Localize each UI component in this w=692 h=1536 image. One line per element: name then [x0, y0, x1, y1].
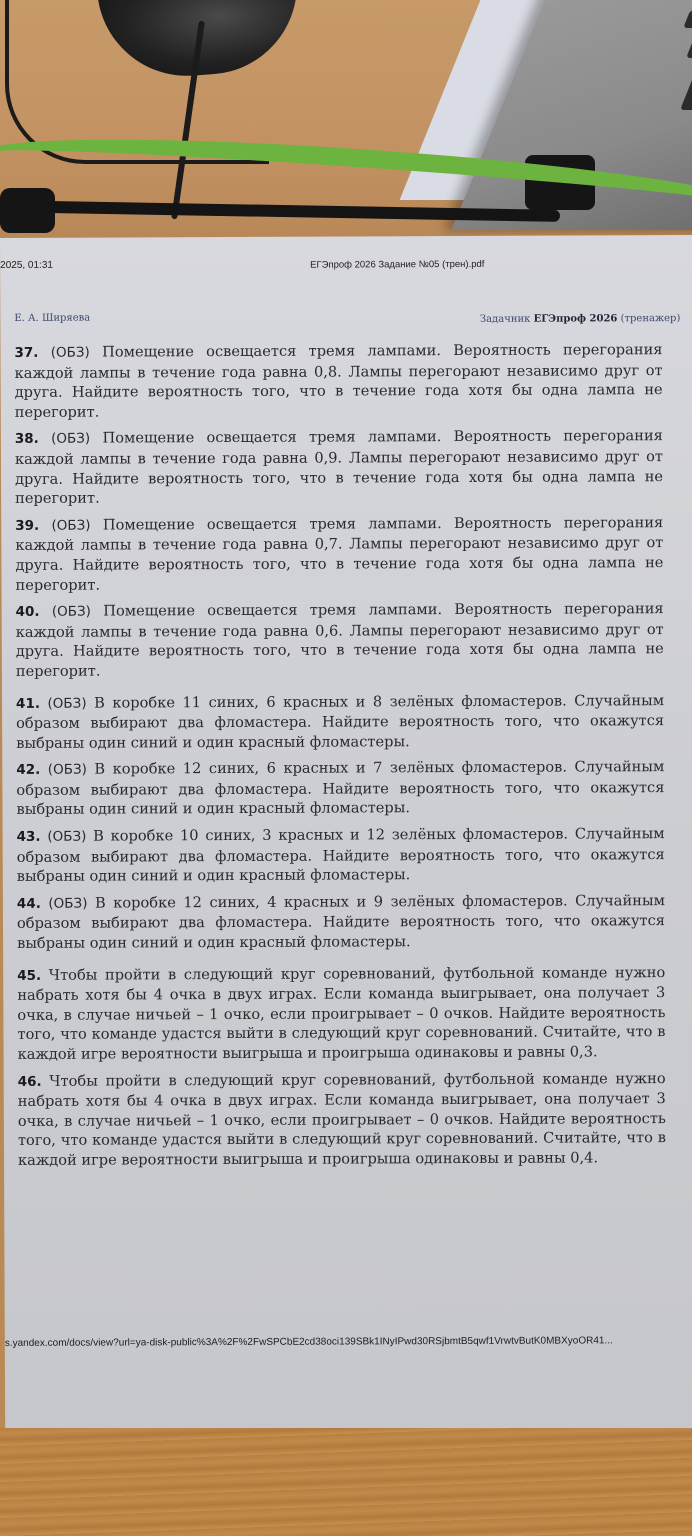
problem-tag: (ОБЗ) [47, 828, 87, 845]
problem-number: 46. [17, 1073, 42, 1090]
problem-item [15, 426, 663, 508]
print-header [0, 257, 692, 280]
problem-number: 40. [15, 603, 40, 621]
problem-number: 42. [16, 762, 41, 779]
print-footer-url: s.yandex.com/docs/view?url=ya-disk-public%3A%2F%2FwSPCbE2cd38oci139SBk1INyIPwd30RSjbmtB5qwf1VrwtvButK0MBXyoOR41... [4, 1335, 613, 1349]
printed-page [0, 235, 692, 1433]
problem-number: 38. [14, 431, 39, 448]
problem-item [15, 513, 663, 595]
laptop-key [683, 10, 692, 28]
laptop-key [680, 70, 692, 110]
problem-tag: (ОБЗ) [47, 695, 87, 712]
problem-text: Помещение освещается тремя лампами. Вероятность перегорания каждой лампы в течение года равна 0,9. Лампы перегорают независимо друг от друга. Найдите вероятность того, что в течение года хотя бы одна лампа не перегорит. [14, 427, 664, 508]
problem-text: В коробке 11 синих, 6 красных и 8 зелёных фломастеров. Случайным образом выбирают два фломастера. Найдите вероятность того, что окажутся выбраны один синий и один красный фломастеры. [16, 691, 665, 752]
problem-list [14, 340, 666, 1177]
book-title-suffix: (тренажер) [617, 313, 681, 325]
problem-tag: (ОБЗ) [51, 603, 91, 620]
problem-item [16, 691, 664, 754]
problem-tag: (ОБЗ) [50, 344, 90, 361]
problem-number: 44. [16, 895, 41, 912]
problem-text: Помещение освещается тремя лампами. Вероятность перегорания каждой лампы в течение года равна 0,8. Лампы перегорают независимо друг от друга. Найдите вероятность того, что в течение года хотя бы одна лампа не перегорит. [14, 341, 663, 421]
problem-number: 37. [14, 344, 39, 361]
problem-item [16, 599, 664, 681]
print-file-title: ЕГЭпроф 2026 Задание №05 (трен).pdf [310, 258, 485, 271]
problem-tag: (ОБЗ) [47, 761, 87, 779]
problem-tag: (ОБЗ) [51, 430, 91, 448]
problem-text: В коробке 12 синих, 6 красных и 7 зелёных фломастеров. Случайным образом выбирают два фломастера. Найдите вероятность того, что окажутся выбраны один синий и один красный фломастеры. [16, 758, 665, 819]
laptop-key [686, 38, 692, 58]
problem-tag: (ОБЗ) [48, 895, 88, 912]
problem-item [18, 1069, 666, 1171]
book-title-bold: ЕГЭпроф 2026 [533, 313, 618, 325]
desk-background-top [0, 0, 692, 245]
problem-text: Помещение освещается тремя лампами. Вероятность перегорания каждой лампы в течение года равна 0,7. Лампы перегорают независимо друг от друга. Найдите вероятность того, что в течение года хотя бы одна лампа не перегорит. [15, 513, 664, 594]
document-header [0, 310, 692, 333]
problem-item [17, 891, 665, 954]
problem-item [17, 963, 665, 1065]
problem-tag: (ОБЗ) [51, 517, 91, 534]
problem-text: В коробке 10 синих, 3 красных и 12 зелёных фломастеров. Случайным образом выбирают два фломастера. Найдите вероятность того, что окажутся выбраны один синий и один красный фломастеры. [16, 825, 665, 886]
author-name: Е. А. Ширяева [14, 312, 91, 324]
problem-item [16, 757, 664, 820]
problem-text: Помещение освещается тремя лампами. Вероятность перегорания каждой лампы в течение года равна 0,6. Лампы перегорают независимо друг от друга. Найдите вероятность того, что в течение года хотя бы одна лампа не перегорит. [15, 600, 664, 680]
problem-number: 43. [16, 828, 41, 845]
problem-text: Чтобы пройти в следующий круг соревнований, футбольной команде нужно набрать хотя бы 4 очка в двух играх. Если команда выигрывает, она получает 3 очка, в случае ничьей – 1 очко, если проигрывает – 0 очков. Найдите вероятность того, что команде удастся выйти в следующий круг соревнований. Считайте, что в каждой игре вероятности выигрыша и проигрыша одинаковы и равны 0,3. [17, 963, 666, 1063]
book-title-prefix: Задачник [479, 313, 534, 325]
problem-item [17, 824, 665, 887]
problem-number: 45. [17, 967, 42, 984]
problem-number: 41. [15, 695, 40, 712]
book-title [480, 313, 681, 325]
problem-item [14, 340, 662, 422]
problem-text: Чтобы пройти в следующий круг соревнований, футбольной команде нужно набрать хотя бы 4 очка в двух играх. Если команда выигрывает, она получает 3 очка, в случае ничьей – 1 очко, если проигрывает – 0 очков. Найдите вероятность того, что команде удастся выйти в следующий круг соревнований. Считайте, что в каждой игре вероятности выигрыша и проигрыша одинаковы и равны 0,4. [17, 1069, 666, 1169]
problem-text: В коробке 12 синих, 4 красных и 9 зелёных фломастеров. Случайным образом выбирают два фломастера. Найдите вероятность того, что окажутся выбраны один синий и один красный фломастеры. [16, 891, 666, 952]
print-datetime: 2025, 01:31 [0, 259, 53, 271]
desk-background-bottom [0, 1428, 692, 1536]
problem-number: 39. [15, 517, 40, 534]
